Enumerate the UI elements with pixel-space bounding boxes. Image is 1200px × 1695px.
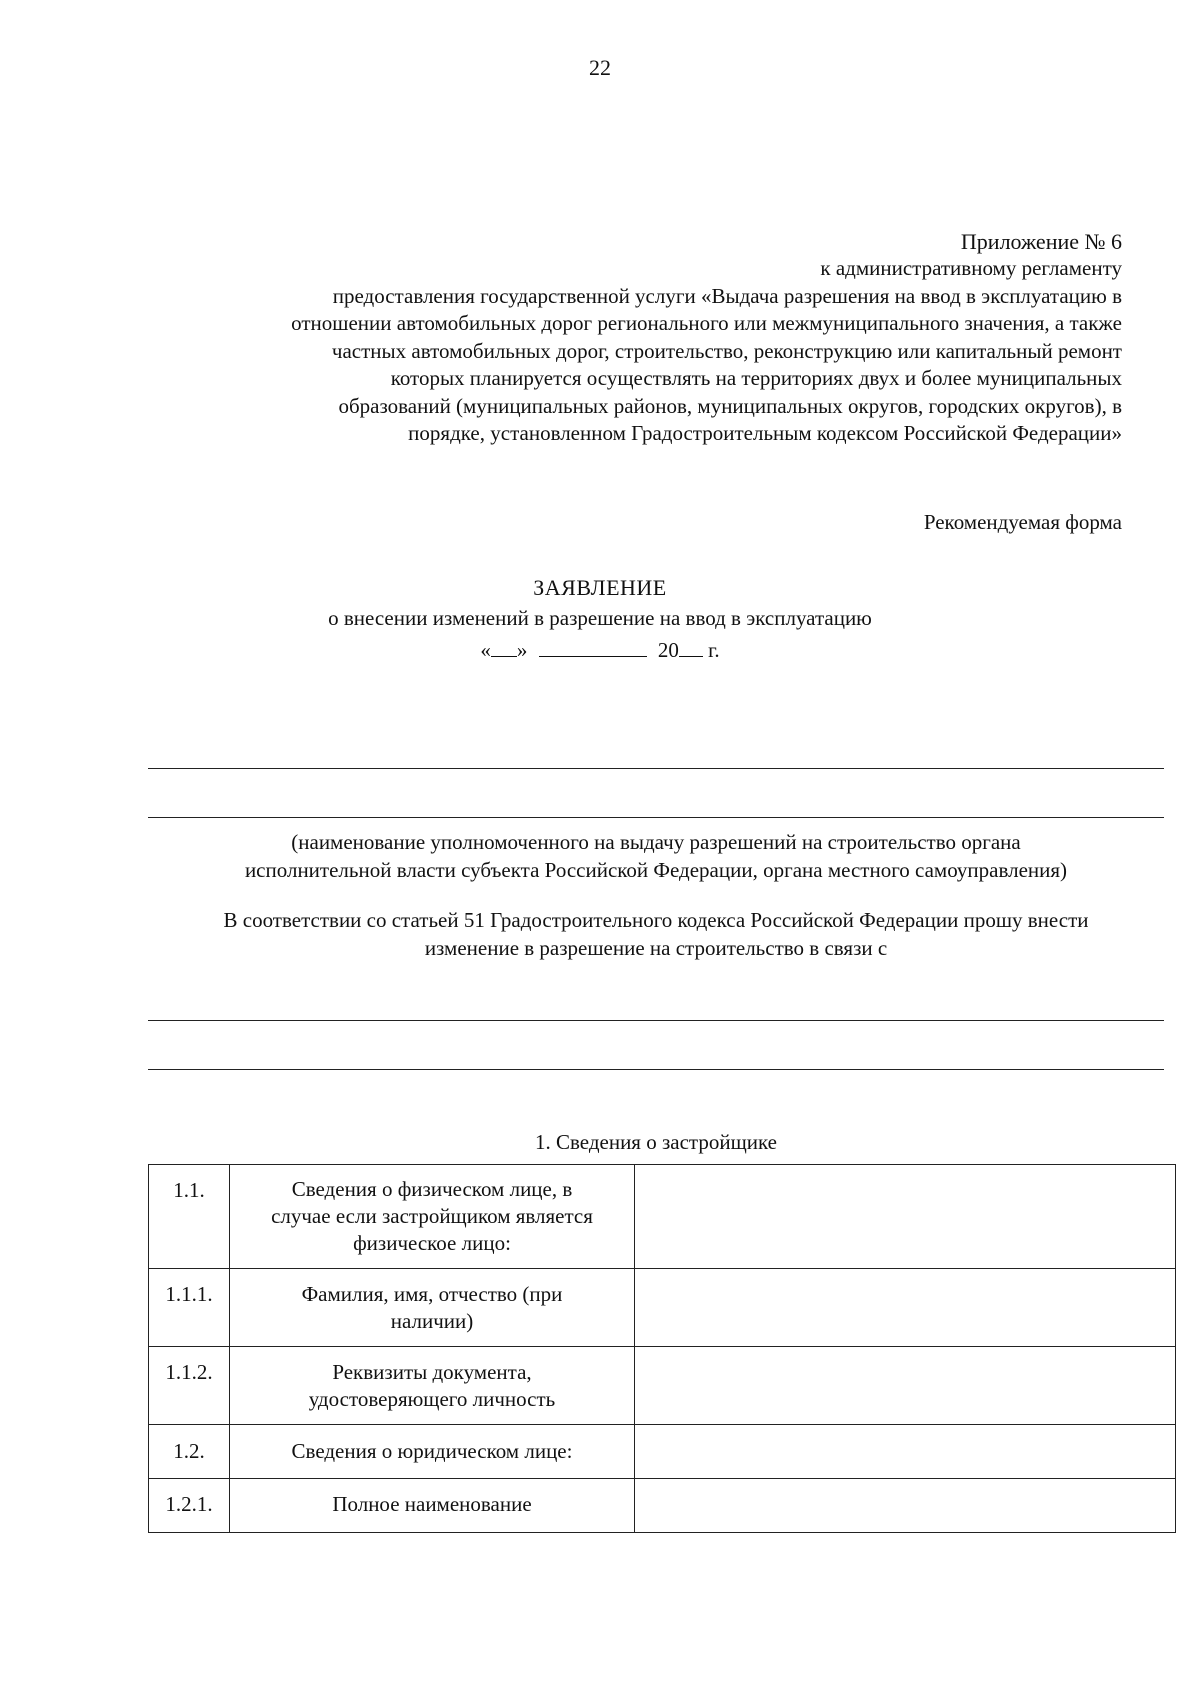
request-text: [148, 906, 1164, 962]
table-row: [149, 1479, 1176, 1533]
year-suffix: г.: [708, 638, 720, 662]
row-label: [230, 1479, 635, 1533]
label-line: Сведения о юридическом лице:: [291, 1439, 573, 1463]
appendix-line: образований (муниципальных районов, муниципальных округов, городских округов), в: [338, 393, 1122, 418]
authority-name-line-1[interactable]: [148, 768, 1164, 769]
row-value-field[interactable]: [635, 1165, 1176, 1269]
appendix-line: частных автомобильных дорог, строительство, реконструкцию или капитальный ремонт: [331, 338, 1122, 363]
appendix-line: к административному регламенту: [820, 256, 1122, 280]
row-value-field[interactable]: [635, 1479, 1176, 1533]
reason-line-2[interactable]: [148, 1069, 1164, 1070]
section-title: 1. Сведения о застройщике: [534, 1130, 777, 1154]
table-row: [149, 1425, 1176, 1479]
day-field[interactable]: [491, 635, 517, 657]
row-label: [230, 1425, 635, 1479]
table-row: [149, 1347, 1176, 1425]
row-value-field[interactable]: [635, 1269, 1176, 1347]
row-number: 1.1.2.: [149, 1347, 230, 1425]
label-line: физическое лицо:: [353, 1231, 511, 1255]
caption-line: (наименование уполномоченного на выдачу разрешений на строительство органа: [291, 830, 1021, 854]
appendix-line: которых планируется осуществлять на территориях двух и более муниципальных: [390, 366, 1122, 390]
row-number: 1.2.1.: [149, 1479, 230, 1533]
authority-name-line-2[interactable]: [148, 817, 1164, 818]
recommended-form-label: Рекомендуемая форма: [923, 510, 1122, 534]
row-value-field[interactable]: [635, 1425, 1176, 1479]
label-line: случае если застройщиком является: [271, 1204, 593, 1228]
row-label: [230, 1347, 635, 1425]
label-line: Сведения о физическом лице, в: [291, 1177, 573, 1201]
row-value-field[interactable]: [635, 1347, 1176, 1425]
request-line: В соответствии со статьей 51 Градостроительного кодекса Российской Федерации прошу внести: [223, 908, 1089, 932]
date-open-quote: «: [480, 638, 491, 662]
label-line: Полное наименование: [332, 1492, 532, 1516]
label-line: удостоверяющего личность: [308, 1386, 556, 1411]
row-number: 1.2.: [149, 1425, 230, 1479]
document-subtitle: о внесении изменений в разрешение на ввод в эксплуатацию: [328, 606, 872, 630]
year-field[interactable]: [679, 635, 703, 657]
page-number: 22: [589, 55, 611, 80]
label-line: Реквизиты документа,: [332, 1359, 532, 1384]
request-line: изменение в разрешение на строительство в связи с: [424, 936, 888, 960]
document-title: ЗАЯВЛЕНИЕ: [533, 575, 667, 600]
row-label: [230, 1165, 635, 1269]
row-number: 1.1.1.: [149, 1269, 230, 1347]
label-line: наличии): [390, 1308, 474, 1333]
month-field[interactable]: [539, 635, 647, 657]
caption-line: исполнительной власти субъекта Российской Федерации, органа местного самоуправления): [244, 858, 1068, 882]
reason-line-1[interactable]: [148, 1020, 1164, 1021]
date-line: [0, 635, 1200, 663]
appendix-line: отношении автомобильных дорог регионального или межмуниципального значения, а также: [291, 311, 1122, 335]
table-row: [149, 1269, 1176, 1347]
table-row: [149, 1165, 1176, 1269]
row-number: 1.1.: [149, 1165, 230, 1269]
row-label: [230, 1269, 635, 1347]
year-prefix: 20: [657, 638, 679, 662]
developer-info-table: [148, 1164, 1176, 1533]
appendix-reference: [122, 255, 1122, 448]
date-close-quote: »: [516, 638, 528, 662]
appendix-line: порядке, установленном Градостроительным кодексом Российской Федерации»: [408, 421, 1122, 445]
appendix-title: Приложение № 6: [960, 229, 1122, 254]
label-line: Фамилия, имя, отчество (при: [301, 1281, 563, 1306]
authority-caption: [148, 828, 1164, 884]
appendix-line: предоставления государственной услуги «Выдача разрешения на ввод в эксплуатацию в: [332, 283, 1122, 308]
